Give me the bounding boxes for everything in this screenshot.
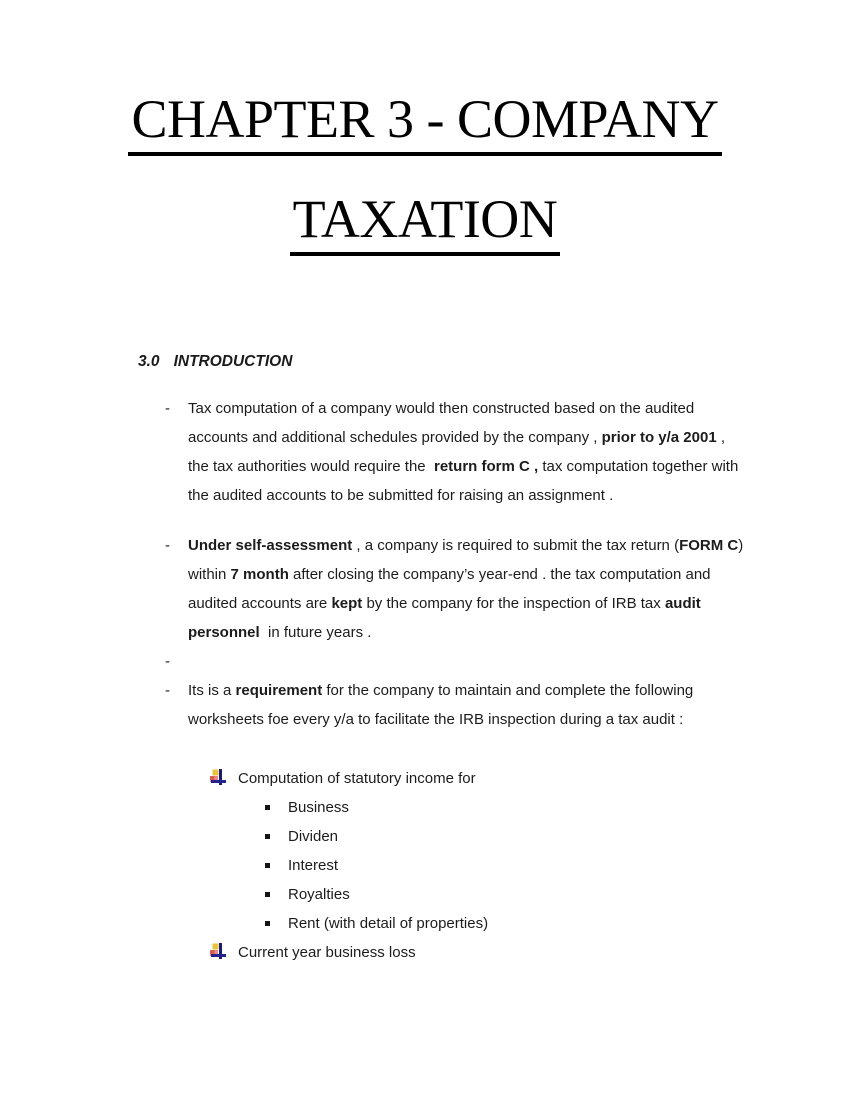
text-segment: by the company for the inspection of IRB tax bbox=[362, 595, 665, 612]
bold-text-segment: prior to y/a 2001 bbox=[601, 429, 717, 446]
square-bullet-icon bbox=[265, 863, 270, 868]
checklist-subitem bbox=[288, 822, 750, 851]
chapter-title bbox=[0, 0, 850, 256]
bold-text-segment: requirement bbox=[235, 682, 323, 699]
dash-bullet: - bbox=[165, 537, 170, 554]
chapter-title-line2-row bbox=[0, 189, 850, 256]
checklist-item bbox=[238, 938, 750, 967]
text-segment: Its is a bbox=[188, 682, 236, 699]
checklist-item-label: Royalties bbox=[288, 886, 350, 903]
checklist-item-label: Current year business loss bbox=[238, 944, 416, 961]
checklist-subitem bbox=[288, 851, 750, 880]
bold-text-segment: kept bbox=[331, 595, 363, 612]
checklist bbox=[138, 764, 750, 967]
checklist-subitem bbox=[288, 793, 750, 822]
square-bullet-icon bbox=[265, 921, 270, 926]
paragraph bbox=[165, 647, 748, 676]
square-bullet-icon bbox=[265, 834, 270, 839]
cross-bullet-icon bbox=[210, 943, 227, 960]
bold-text-segment: audit personnel bbox=[188, 595, 705, 641]
content-column bbox=[0, 352, 850, 967]
text-segment: , a company is required to submit the tax return ( bbox=[352, 537, 680, 554]
dash-bullet: - bbox=[165, 682, 170, 699]
text-segment: for the company to maintain and complete the following worksheets foe every y/a to facilitate the IRB inspection during a tax audit : bbox=[188, 682, 698, 728]
chapter-title-line2: TAXATION bbox=[290, 192, 561, 256]
paragraph bbox=[165, 531, 748, 647]
checklist-item-label: Business bbox=[288, 799, 349, 816]
bold-text-segment: return form C , bbox=[433, 458, 539, 475]
checklist-subitem bbox=[288, 880, 750, 909]
cross-bullet-icon bbox=[210, 769, 227, 786]
chapter-title-line1: CHAPTER 3 - COMPANY bbox=[128, 92, 721, 156]
text-segment: in future years . bbox=[259, 624, 372, 641]
paragraph-list bbox=[138, 394, 750, 734]
checklist-item bbox=[238, 764, 750, 793]
square-bullet-icon bbox=[265, 892, 270, 897]
dash-bullet: - bbox=[165, 653, 170, 670]
checklist-subitem bbox=[288, 909, 750, 938]
bold-text-segment: 7 month bbox=[230, 566, 289, 583]
checklist-item-label: Rent (with detail of properties) bbox=[288, 915, 489, 932]
text-segment: tax computation together with the audited accounts to be submitted for raising an assignment . bbox=[188, 458, 743, 504]
dash-bullet: - bbox=[165, 400, 170, 417]
paragraph bbox=[165, 676, 748, 734]
text-segment: after closing the company’s year-end . the tax computation and audited accounts are bbox=[188, 566, 715, 612]
section-title: INTRODUCTION bbox=[173, 353, 293, 370]
text-segment: , the tax authorities would require the bbox=[188, 429, 730, 475]
text-segment: Tax computation of a company would then constructed based on the audited accounts and additional schedules provided by the company , bbox=[188, 400, 699, 446]
checklist-item-label: Interest bbox=[288, 857, 339, 874]
text-segment: ) within bbox=[188, 537, 748, 583]
bold-text-segment: Under self-assessment bbox=[188, 537, 353, 554]
chapter-title-line1-row bbox=[0, 89, 850, 156]
checklist-item-label: Dividen bbox=[288, 828, 339, 845]
section-heading bbox=[138, 352, 750, 372]
checklist-item-label: Computation of statutory income for bbox=[238, 770, 476, 787]
square-bullet-icon bbox=[265, 805, 270, 810]
bold-text-segment: FORM C bbox=[679, 537, 739, 554]
paragraph bbox=[165, 394, 748, 510]
section-number: 3.0 bbox=[138, 353, 160, 370]
